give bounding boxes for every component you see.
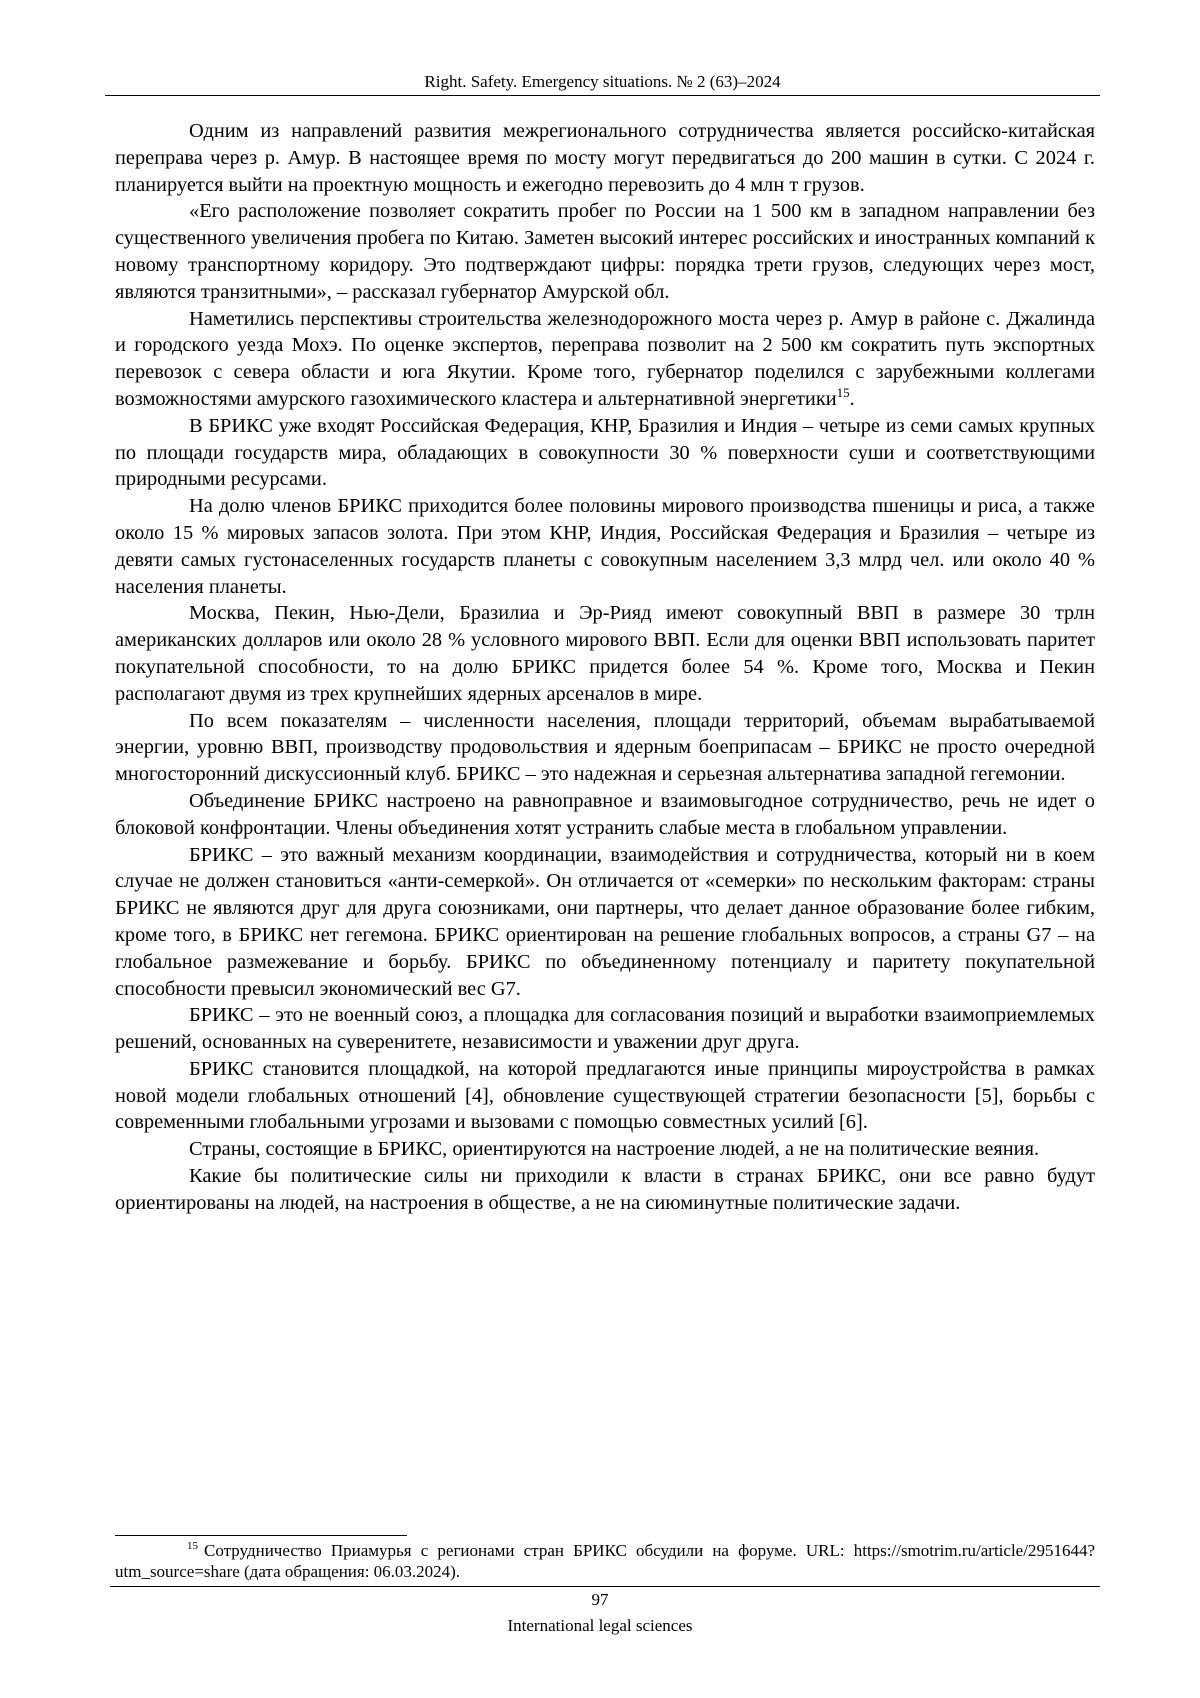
header-rule	[105, 95, 1100, 96]
footnote	[115, 1540, 1095, 1582]
paragraph-2: «Его расположение позволяет сократить пробег по России на 1 500 км в западном направлении без существенного увеличения пробега по Китаю. Заметен высокий интерес российских и иностранных компаний к новому транспортному коридору. Это подтверждают цифры: порядка трети грузов, следующих через мост, являются транзитными», – рассказал губернатор Амурской обл.	[115, 200, 1095, 303]
paragraph-13: Какие бы политические силы ни приходили к власти в странах БРИКС, они все равно будут ориентированы на людей, на настроения в обществе, а не на сиюминутные политические задачи.	[115, 1165, 1095, 1214]
paragraph-9: БРИКС – это важный механизм координации, взаимодействия и сотрудничества, который ни в коем случае не должен становиться «анти-семеркой». Он отличается от «семерки» по нескольким факторам: страны БРИКС не являются друг для друга союзниками, они партнеры, что делает данное образование более гибким, кроме того, в БРИКС нет гегемона. БРИКС ориентирован на решение глобальных вопросов, а страны G7 – на глобальное размежевание и борьбу. БРИКС по объединенному потенциалу и паритету покупательной способности превысил экономический вес G7.	[115, 843, 1095, 1000]
paragraph-6: Москва, Пекин, Нью-Дели, Бразилиа и Эр-Рияд имеют совокупный ВВП в размере 30 трлн американских долларов или около 28 % условного мирового ВВП. Если для оценки ВВП использовать паритет покупательной способности, то на долю БРИКС придется более 54 %. Кроме того, Москва и Пекин располагают двумя из трех крупнейших ядерных арсеналов в мире.	[115, 602, 1095, 705]
footnote-mark: 15	[187, 1540, 198, 1552]
paragraph-3	[115, 306, 1095, 413]
running-header: Right. Safety. Emergency situations. № 2 (63)–2024	[424, 72, 781, 91]
paragraph-8: Объединение БРИКС настроено на равноправное и взаимовыгодное сотрудничество, речь не идет о блоковой конфронтации. Члены объединения хотят устранить слабые места в глобальном управлении.	[115, 789, 1095, 839]
running-footer: International legal sciences	[507, 1616, 693, 1635]
paragraph-1: Одним из направлений развития межрегионального сотрудничества является российско-китайская переправа через р. Амур. В настоящее время по мосту могут передвигаться до 200 машин в сутки. С 2024 г. планируется выйти на проектную мощность и ежегодно перевозить до 4 млн т грузов.	[115, 120, 1095, 196]
paragraph-3-tail: .	[849, 387, 855, 410]
footnote-reference[interactable]: 15	[836, 384, 850, 400]
footer-rule	[110, 1586, 1100, 1587]
paragraph-4: В БРИКС уже входят Российская Федерация, КНР, Бразилия и Индия – четыре из семи самых крупных по площади государств мира, обладающих в совокупности 30 % поверхности суши и соответствующими природными ресурсами.	[115, 414, 1095, 491]
paragraph-3-text: Наметились перспективы строительства железнодорожного моста через р. Амур в районе с. Джалинда и городского уезда Мохэ. По оценке экспертов, переправа позволит на 2 500 км сократить путь экспортных перевозок с севера области и юга Якутии. Кроме того, губернатор поделился с зарубежными коллегами возможностями амурского газохимического кластера и альтернативной энергетики	[115, 307, 1095, 410]
page-number: 97	[591, 1590, 609, 1609]
article-body	[115, 118, 1095, 1217]
paragraph-10: БРИКС – это не военный союз, а площадка для согласования позиций и выработки взаимоприемлемых решений, основанных на суверенитете, независимости и уважении друг друга.	[115, 1004, 1095, 1054]
footnote-separator	[115, 1535, 407, 1536]
footnote-text[interactable]: Сотрудничество Приамурья с регионами стран БРИКС обсудили на форуме. URL: https://smotrim.ru/article/2951644?utm_source=share (дата обращения: 06.03.2024).	[115, 1541, 1095, 1581]
paragraph-5: На долю членов БРИКС приходится более половины мирового производства пшеницы и риса, а также около 15 % мировых запасов золота. При этом КНР, Индия, Российская Федерация и Бразилия – четыре из девяти самых густонаселенных государств планеты с совокупным населением 3,3 млрд чел. или около 40 % населения планеты.	[115, 495, 1095, 598]
paragraph-7: По всем показателям – численности населения, площади территорий, объемам вырабатываемой энергии, уровню ВВП, производству продовольствия и ядерным боеприпасам – БРИКС не просто очередной многосторонний дискуссионный клуб. БРИКС – это надежная и серьезная альтернатива западной гегемонии.	[115, 709, 1095, 786]
paragraph-11: БРИКС становится площадкой, на которой предлагаются иные принципы мироустройства в рамках новой модели глобальных отношений [4], обновление существующей стратегии безопасности [5], борьбы с современными глобальными угрозами и вызовами с помощью совместных усилий [6].	[115, 1057, 1095, 1134]
paragraph-12: Страны, состоящие в БРИКС, ориентируются на настроение людей, а не на политические веяния.	[189, 1138, 1040, 1161]
